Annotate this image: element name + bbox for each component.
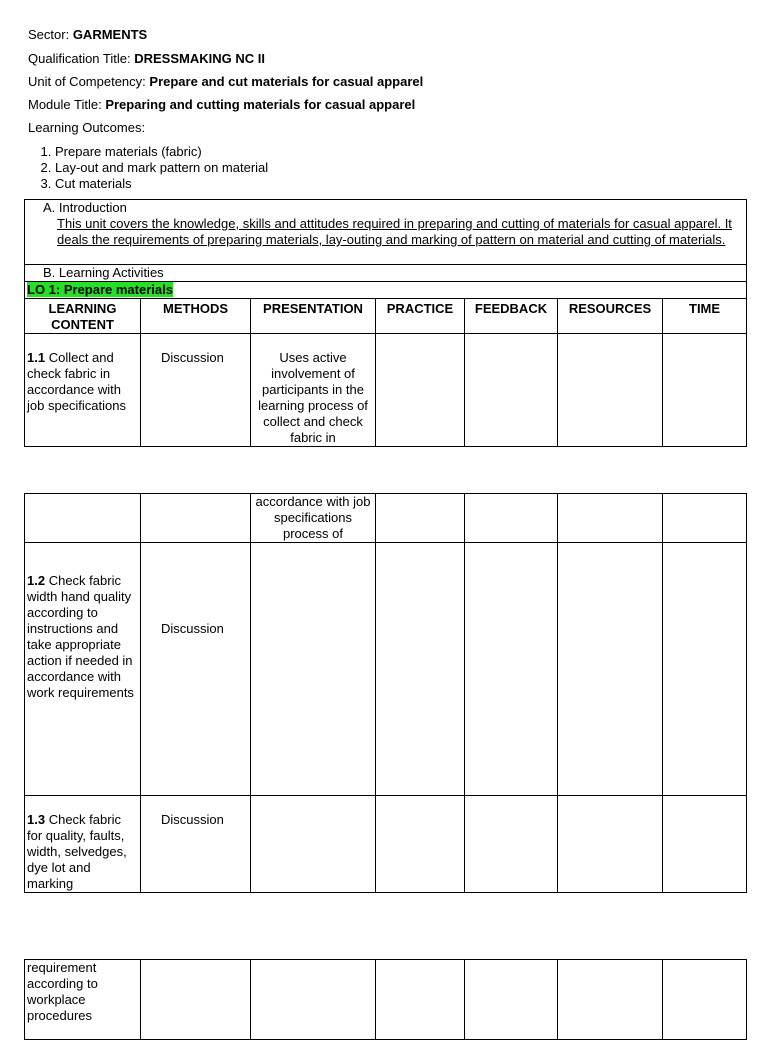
method-cell: Discussion — [141, 334, 251, 447]
col-practice: PRACTICE — [376, 299, 465, 334]
outcomes-list — [28, 144, 268, 192]
col-learning-content: LEARNING CONTENT — [25, 299, 141, 334]
time-cell — [663, 543, 747, 796]
content-cell — [25, 494, 141, 543]
feedback-cell — [465, 543, 558, 796]
table-row — [25, 960, 747, 1040]
qualification-label: Qualification Title: — [28, 51, 131, 66]
sector-line — [28, 27, 147, 43]
qualification-value: DRESSMAKING NC II — [134, 51, 265, 66]
module-value: Preparing and cutting materials for casual apparel — [105, 97, 416, 112]
resources-cell — [558, 796, 663, 893]
presentation-cell — [251, 796, 376, 893]
method-cell: Discussion — [141, 796, 251, 893]
practice-cell — [376, 796, 465, 893]
unit-line — [28, 74, 423, 90]
presentation-cell: accordance with job specifications process of — [251, 494, 376, 543]
practice-cell — [376, 334, 465, 447]
resources-cell — [558, 543, 663, 796]
content-cell: 1.1 Collect and check fabric in accordance with job specifications — [25, 334, 141, 447]
col-feedback: FEEDBACK — [465, 299, 558, 334]
table-row — [25, 334, 747, 447]
col-presentation: PRESENTATION — [251, 299, 376, 334]
lo-row — [25, 282, 747, 299]
method-cell: Discussion — [141, 543, 251, 796]
practice-cell — [376, 960, 465, 1040]
time-cell — [663, 960, 747, 1040]
time-cell — [663, 334, 747, 447]
method-cell — [141, 960, 251, 1040]
col-resources: RESOURCES — [558, 299, 663, 334]
unit-label: Unit of Competency: — [28, 74, 146, 89]
unit-value: Prepare and cut materials for casual apparel — [149, 74, 424, 89]
intro-label: A. Introduction — [43, 200, 127, 215]
table-row — [25, 543, 747, 796]
lo-label: LO 1: Prepare materials — [27, 282, 173, 297]
activities-table — [24, 199, 747, 447]
feedback-cell — [465, 334, 558, 447]
content-cell: 1.3 Check fabric for quality, faults, width, selvedges, dye lot and marking — [25, 796, 141, 893]
intro-row — [25, 200, 747, 265]
time-cell — [663, 494, 747, 543]
resources-cell — [558, 334, 663, 447]
practice-cell — [376, 543, 465, 796]
feedback-cell — [465, 494, 558, 543]
sector-label: Sector: — [28, 27, 70, 42]
presentation-cell — [251, 960, 376, 1040]
col-time: TIME — [663, 299, 747, 334]
col-methods: METHODS — [141, 299, 251, 334]
content-cell: 1.2 Check fabric width hand quality according to instructions and take appropriate action if needed in accordance with work requirements — [25, 543, 141, 796]
outcome-item: 2. Lay-out and mark pattern on material — [55, 160, 268, 176]
feedback-cell — [465, 796, 558, 893]
column-header-row — [25, 299, 747, 334]
table-row — [25, 494, 747, 543]
feedback-cell — [465, 960, 558, 1040]
activities-row — [25, 265, 747, 282]
resources-cell — [558, 494, 663, 543]
resources-cell — [558, 960, 663, 1040]
activities-label: B. Learning Activities — [43, 265, 164, 280]
method-cell — [141, 494, 251, 543]
presentation-cell — [251, 543, 376, 796]
qualification-line — [28, 51, 265, 67]
intro-text: This unit covers the knowledge, skills and attitudes required in preparing and cutting of materials for casual apparel. It deals the requirements of preparing materials, lay-outing and marking of pattern on material and cutting of materials. — [57, 216, 732, 247]
module-label: Module Title: — [28, 97, 102, 112]
activities-table-continued — [24, 493, 747, 893]
module-line — [28, 97, 415, 113]
content-cell: requirement according to workplace procedures — [25, 960, 141, 1040]
table-row — [25, 796, 747, 893]
presentation-cell: Uses active involvement of participants in the learning process of collect and check fabric in — [251, 334, 376, 447]
sector-value: GARMENTS — [72, 27, 148, 42]
time-cell — [663, 796, 747, 893]
activities-table-continued-2 — [24, 959, 747, 1040]
outcomes-heading: Learning Outcomes: — [28, 120, 146, 135]
practice-cell — [376, 494, 465, 543]
outcome-item: 1. Prepare materials (fabric) — [55, 144, 268, 160]
outcome-item: 3. Cut materials — [55, 176, 268, 192]
